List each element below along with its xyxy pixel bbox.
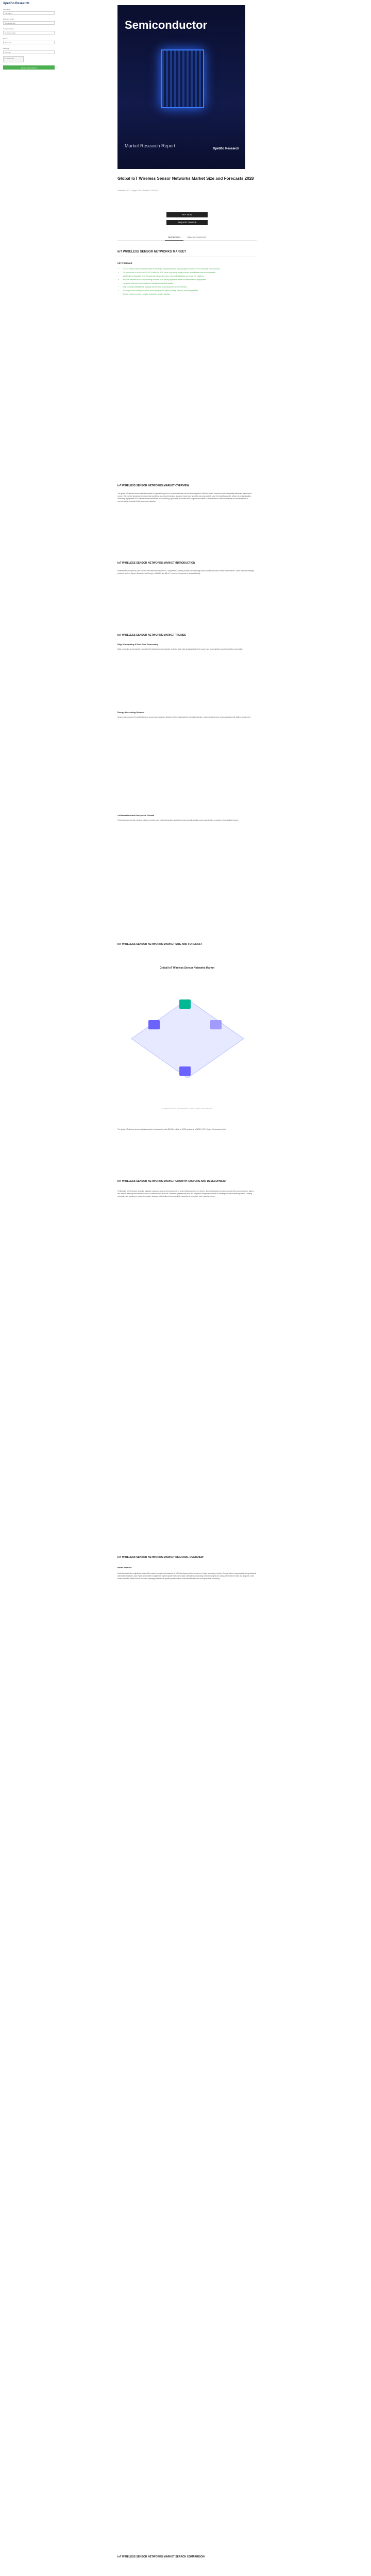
report-actions (143, 212, 231, 228)
key-findings-list (120, 268, 259, 297)
full-name-input[interactable] (3, 11, 55, 15)
tab-table-of-contents[interactable]: TABLE OF CONTENTS (187, 236, 206, 239)
regional-subheading: North America (117, 1566, 132, 1569)
field-label: Company Name (3, 28, 14, 30)
list-item: • Key players are investing in research and development to improve energy efficiency and interoperability. (123, 290, 259, 292)
key-findings-heading: KEY FINDINGS (117, 262, 132, 264)
size-heading: IoT WIRELESS SENSOR NETWORKS MARKET SIZE AND FORECAST (117, 943, 203, 946)
buy-now-button[interactable]: BUY NOW (166, 212, 208, 217)
trend-subheading: Collaboration and Ecosystem Growth (117, 814, 155, 817)
device-icon (148, 1020, 160, 1029)
cover-brand: Xpetifio Research (213, 147, 239, 150)
intro-heading: IoT WIRELESS SENSOR NETWORKS MARKET INTRODUCTION (117, 562, 195, 565)
trend-text: Partnerships among chip vendors, platform providers and system integrators are fostering interoperable solutions and expanding the ecosystem of compatible devices. (117, 819, 239, 821)
company-input[interactable] (3, 31, 55, 35)
field-label: Message (3, 47, 10, 49)
figure-caption: IoT Wireless Sensor Networks Market - Market Analysis Forecast Period (162, 1108, 212, 1110)
regional-heading: IoT WIRELESS SENSOR NETWORKS MARKET REGIONAL OVERVIEW (117, 1556, 204, 1559)
list-item: • Edge computing integration is enabling real-time data processing within sensor networks. (123, 286, 259, 289)
list-item: • Industrial automation and smart buildings continue to be the key application areas for wireless sensor deployments. (123, 279, 259, 281)
section-heading: IoT WIRELESS SENSOR NETWORKS MARKET (117, 250, 187, 253)
trend-subheading: Edge Computing & Real-Time Processing (117, 643, 158, 646)
report-title: Global IoT Wireless Sensor Networks Market Size and Forecasts 2028 (117, 176, 254, 181)
list-item: • Security concerns remain a notable restraint for broader adoption. (123, 293, 259, 296)
cover-title: Semiconductor (125, 19, 208, 31)
trend-text: Sensor nodes powered by ambient energy sources such as solar, vibration and thermal gradients are gaining traction, reducing maintenance costs associated with battery replacement. (117, 716, 251, 718)
overview-heading: IoT WIRELESS SENSOR NETWORKS MARKET OVERVIEW (117, 484, 190, 487)
list-item: • Low-power wide-area technologies are reshaping connectivity options. (123, 282, 259, 285)
download-sample-button[interactable]: DOWNLOAD SAMPLE (3, 65, 55, 70)
trend-subheading: Energy Harvesting Sensors (117, 711, 145, 714)
field-label: Full Name (3, 8, 10, 10)
report-tabs (117, 235, 257, 241)
field-label: Business Email (3, 18, 14, 20)
field-label: Phone (3, 38, 8, 40)
cover-subtitle: Market Research Report (125, 143, 176, 148)
message-input[interactable] (3, 50, 55, 54)
report-cover-image (117, 5, 245, 169)
trends-heading: IoT WIRELESS SENSOR NETWORKS MARKET TRENDS (117, 634, 186, 637)
list-item: • The IoT wireless sensor networks market is witnessing substantial growth, with a projected CAGR of 27.1% during the forecast period. (123, 268, 259, 270)
list-item: • The market size is set to reach $4,542.4 million by 2028, driven by growing adoption across smart infrastructure and automation. (123, 272, 259, 274)
growth-heading: IoT WIRELESS SENSOR NETWORKS MARKET GROWTH FACTORS AND DEVELOPMENT (117, 1180, 227, 1183)
size-text: The global IoT wireless sensor networks market is projected to reach $4,542.4 million by 2028, growing at a CAGR of 27.1% over the forecast period. (117, 1128, 226, 1130)
chip-icon (161, 49, 204, 108)
request-sample-button[interactable]: REQUEST SAMPLE (166, 220, 208, 225)
regional-text: North America holds a significant share of the market owing to early adoption of IoT technologies and the presence of major technology vendors. Europe follows, supported by strong industrial automation initiatives. Asia-Pacific is expected to register the highest growth rate due to rapid urbanization, expanding manufacturing sectors and government-led smart city programs. Latin America and the Middle East & Africa are emerging markets with growing investments in connected infrastructure and agricultural monitoring. (117, 1572, 256, 1580)
market-figure (117, 963, 257, 1113)
device-icon (179, 1066, 191, 1076)
cloud-icon (179, 999, 191, 1009)
overview-text: The global IoT wireless sensor networks market is expected to grow at a considerable rate over the forecast period. Wireless sensor networks consist of spatially distributed autonomous sensors that monitor physical or environmental conditions, such as temperature, sound, pressure and humidity, and cooperatively pass their data through the network to a main location. Increasing deployment of IoT devices across healthcare, manufacturing, agriculture, and smart cities supports the market. Cost reductions in sensor hardware and advancements in communication protocols further accelerate adoption. (117, 493, 252, 502)
sample-request-form (3, 2, 55, 70)
email-input[interactable] (3, 21, 55, 25)
site-logo[interactable]: Xpetifio Research (3, 2, 29, 5)
trend-text: Edge computing is increasingly integrated with wireless sensor networks, enabling faster data analysis close to the source and reducing latency and bandwidth consumption. (117, 648, 243, 650)
device-icon (210, 1020, 222, 1029)
phone-input[interactable] (3, 41, 55, 44)
captcha-checkbox[interactable]: I'm not a robot (3, 56, 24, 62)
intro-text: Wireless sensor networks have become the backbone of modern IoT ecosystems, allowing continuous monitoring across remote and hard-to-reach environments. These networks leverage protocols such as Zigbee, Bluetooth Low Energy, LoRaWAN and NB-IoT to connect thousands of nodes efficiently. (117, 570, 254, 574)
figure-title: Global IoT Wireless Sensor Networks Market (159, 967, 215, 970)
list-item: • Asia-Pacific is anticipated to be the fastest-growing region due to rapid industrialization and smart city initiatives. (123, 275, 259, 278)
report-meta: Published: 2022 | Pages: 190 | Report ID: SR-2019 (117, 190, 159, 192)
comparison-heading: IoT WIRELESS SENSOR NETWORKS MARKET SEARCH COMPARISON (117, 2555, 205, 2558)
growth-text: Proliferation of IoT devices, declining hardware costs and government investments in smart infrastructure are key drivers. Market development is also supported by improvements in battery life, network reliability and standardization of communication protocols. However, cybersecurity risks and integration complexity continue to challenge broader market expansion. Leading companies are focusing on product innovation, strategic collaborations and geographic expansion to strengthen their market presence. (117, 1190, 254, 1197)
tab-description[interactable]: DESCRIPTION (165, 235, 183, 241)
